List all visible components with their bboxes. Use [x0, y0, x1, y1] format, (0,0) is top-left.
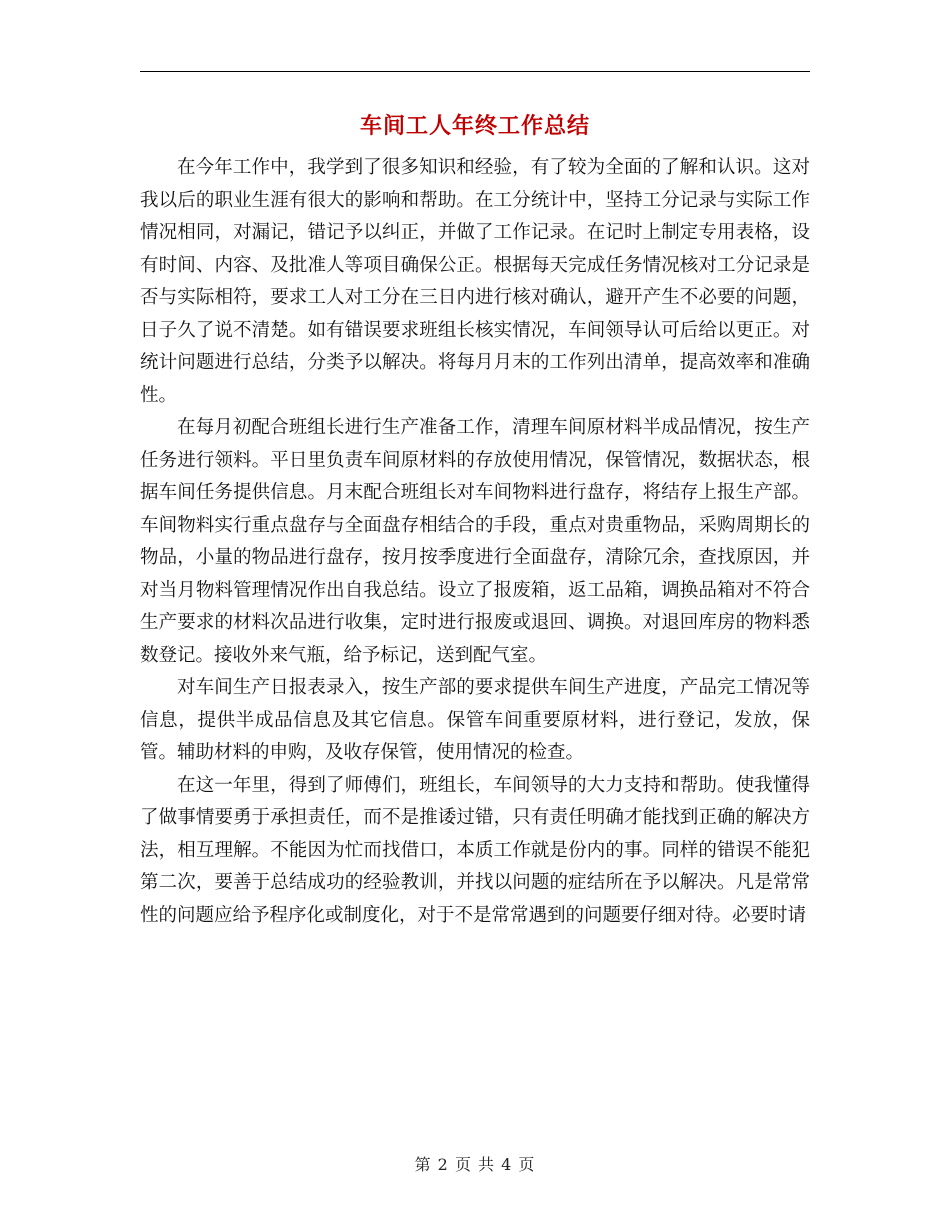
page-footer: 第 2 页 共 4 页	[414, 1155, 536, 1174]
document-title: 车间工人年终工作总结	[359, 113, 590, 139]
document-body	[140, 152, 810, 932]
paragraph-2: 在每月初配合班组长进行生产准备工作，清理车间原材料半成品情况，按生产任务进行领料。平日里负责车间原材料的存放使用情况，保管情况，数据状态，根据车间任务提供信息。月末配合班组长对车间物料进行盘存，将结存上报生产部。车间物料实行重点盘存与全面盘存相结合的手段，重点对贵重物品，采购周期长的物品，小量的物品进行盘存，按月按季度进行全面盘存，清除冗余，查找原因，并对当月物料管理情况作出自我总结。设立了报废箱，返工品箱，调换品箱对不符合生产要求的材料次品进行收集，定时进行报废或退回、调换。对退回库房的物料悉数登记。接收外来气瓶，给予标记，送到配气室。	[140, 417, 810, 666]
header-rule	[140, 71, 810, 72]
paragraph-1: 在今年工作中，我学到了很多知识和经验，有了较为全面的了解和认识。这对我以后的职业生涯有很大的影响和帮助。在工分统计中，坚持工分记录与实际工作情况相同，对漏记，错记予以纠正，并做了工作记录。在记时上制定专用表格，设有时间、内容、及批准人等项目确保公正。根据每天完成任务情况核对工分记录是否与实际相符，要求工人对工分在三日内进行核对确认，避开产生不必要的问题，日子久了说不清楚。如有错误要求班组长核实情况，车间领导认可后给以更正。对统计问题进行总结，分类予以解决。将每月月末的工作列出清单，提高效率和准确性。	[140, 157, 810, 406]
paragraph-4: 在这一年里，得到了师傅们，班组长，车间领导的大力支持和帮助。使我懂得了做事情要勇于承担责任，而不是推诿过错，只有责任明确才能找到正确的解决方法，相互理解。不能因为忙而找借口，本质工作就是份内的事。同样的错误不能犯第二次，要善于总结成功的经验教训，并找以问题的症结所在予以解决。凡是常常性的问题应给予程序化或制度化，对于不是常常遇到的问题要仔细对待。必要时请	[140, 774, 810, 926]
paragraph-3: 对车间生产日报表录入，按生产部的要求提供车间生产进度，产品完工情况等信息，提供半成品信息及其它信息。保管车间重要原材料，进行登记，发放，保管。辅助材料的申购，及收存保管，使用情况的检查。	[140, 677, 810, 763]
